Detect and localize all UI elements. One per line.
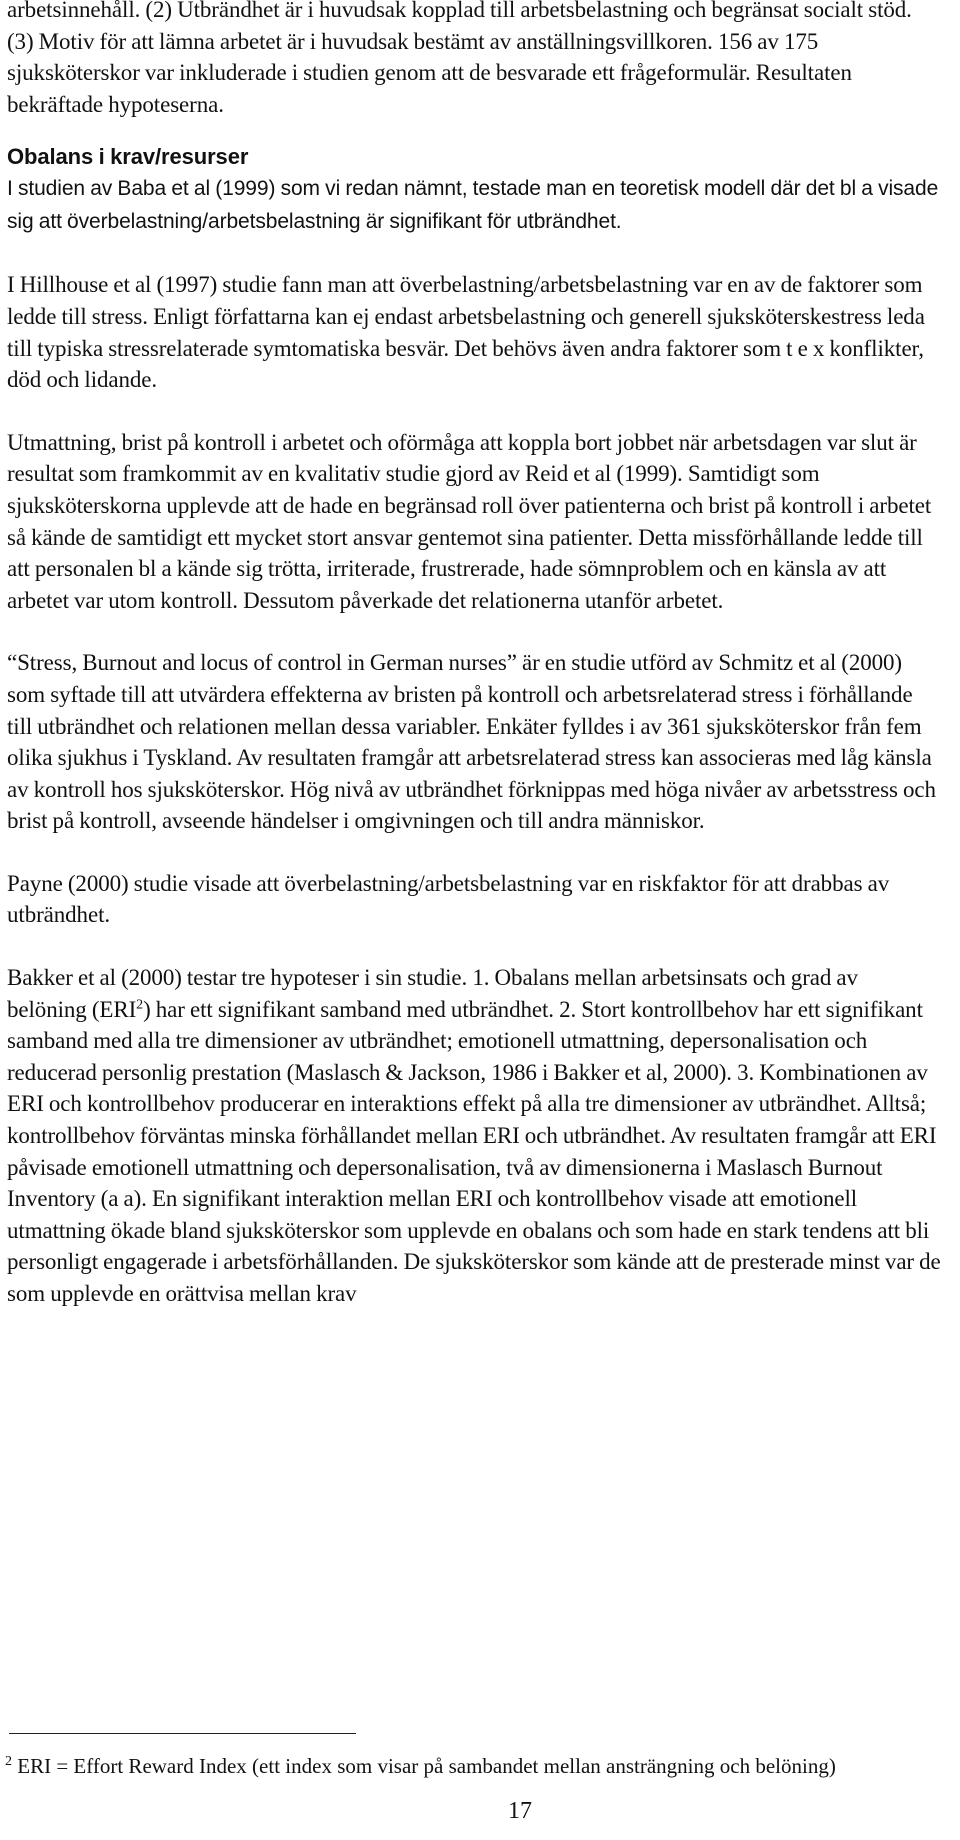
paragraph-payne: Payne (2000) studie visade att överbelastning/arbetsbelastning var en riskfaktor för att drabbas av utbrändhet.: [7, 870, 890, 928]
footnote-marker: 2: [5, 1754, 12, 1769]
page-number: 17: [508, 1798, 532, 1824]
paragraph-schmitz: “Stress, Burnout and locus of control in German nurses” är en studie utförd av Schmitz et al (2000) som syftade till att utvärdera effekterna av bristen på kontroll och arbetsrelaterad stress i förhållande till utbrändhet och relationen mellan dessa variabler. Enkäter fylldes i av 361 sjuksköterskor från fem olika sjukhus i Tyskland. Av resultaten framgår att arbetsrelaterad stress kan associeras med låg känsla av kontroll hos sjuksköterskor. Hög nivå av utbrändhet förknippas med höga nivåer av arbetsstress och brist på kontroll, avseende händelser i omgivningen och till andra människor.: [7, 650, 936, 834]
footnote-divider: [9, 1733, 356, 1734]
paragraph-hillhouse: I Hillhouse et al (1997) studie fann man att överbelastning/arbetsbelastning var en av de faktorer som ledde till stress. Enligt författarna kan ej endast arbetsbelastning och generell sjuksköterskestress leda till typiska stressrelaterade symtomatiska besvär. Det behövs även andra faktorer som t e x konflikter, död och lidande.: [7, 272, 925, 393]
section-heading: Obalans i krav/resurser: [7, 144, 249, 170]
paragraph-bakker: [7, 962, 942, 1310]
body-text: [7, 0, 942, 1310]
bakker-text-part-2: ) har ett signifikant samband med utbrändhet. 2. Stort kontrollbehov har ett signifikant samband med alla tre dimensioner av utbrändhet; emotionell utmattning, depersonalisation och reducerad personlig prestation (Maslasch & Jackson, 1986 i Bakker et al, 2000). 3. Kombinationen av ERI och kontrollbehov producerar en interaktions effekt på alla tre dimensioner av utbrändhet. Alltså; kontrollbehov förväntas minska förhållandet mellan ERI och utbrändhet. Av resultaten framgår att ERI påvisade emotionell utmattning och depersonalisation, två av dimensionerna i Maslasch Burnout Inventory (a a). En signifikant interaktion mellan ERI och kontrollbehov visade att emotionell utmattning ökade bland sjuksköterskor som upplevde en obalans och som hade en stark tendens att bli personligt engagerade i arbetsförhållanden. De sjuksköterskor som kände att de presterade minst var de som upplevde en orättvisa mellan krav: [7, 996, 941, 1306]
paragraph-baba: I studien av Baba et al (1999) som vi redan nämnt, testade man en teoretisk modell där det bl a visade sig att överbelastning/arbetsbelastning är signifikant för utbrändhet.: [7, 177, 939, 234]
footnote: [5, 1752, 945, 1780]
intro-paragraph: arbetsinnehåll. (2) Utbrändhet är i huvudsak kopplad till arbetsbelastning och begränsat socialt stöd. (3) Motiv för att lämna arbetet är i huvudsak bestämt av anställningsvillkoren. 156 av 175 sjuksköterskor var inkluderade i studien genom att de besvarade ett frågeformulär. Resultaten bekräftade hypoteserna.: [7, 0, 912, 117]
bakker-text-part-1: Bakker et al (2000) testar tre hypoteser i sin studie. 1. Obalans mellan arbetsinsats och grad av belöning (ERI: [7, 965, 858, 1022]
footnote-reference: 2: [136, 997, 144, 1012]
paragraph-reid: Utmattning, brist på kontroll i arbetet och oförmåga att koppla bort jobbet när arbetsdagen var slut är resultat som framkommit av en kvalitativ studie gjord av Reid et al (1999). Samtidigt som sjuksköterskorna upplevde att de hade en begränsad roll över patienterna och brist på kontroll i arbetet så kände de samtidigt ett mycket stort ansvar gentemot sina patienter. Detta missförhållande ledde till att personalen bl a kände sig trötta, irriterade, frustrerade, hade sömnproblem och en känsla av att arbetet var utom kontroll. Dessutom påverkade det relationerna utanför arbetet.: [7, 429, 932, 613]
footnote-text: ERI = Effort Reward Index (ett index som visar på sambandet mellan ansträngning och belöning): [12, 1754, 836, 1778]
